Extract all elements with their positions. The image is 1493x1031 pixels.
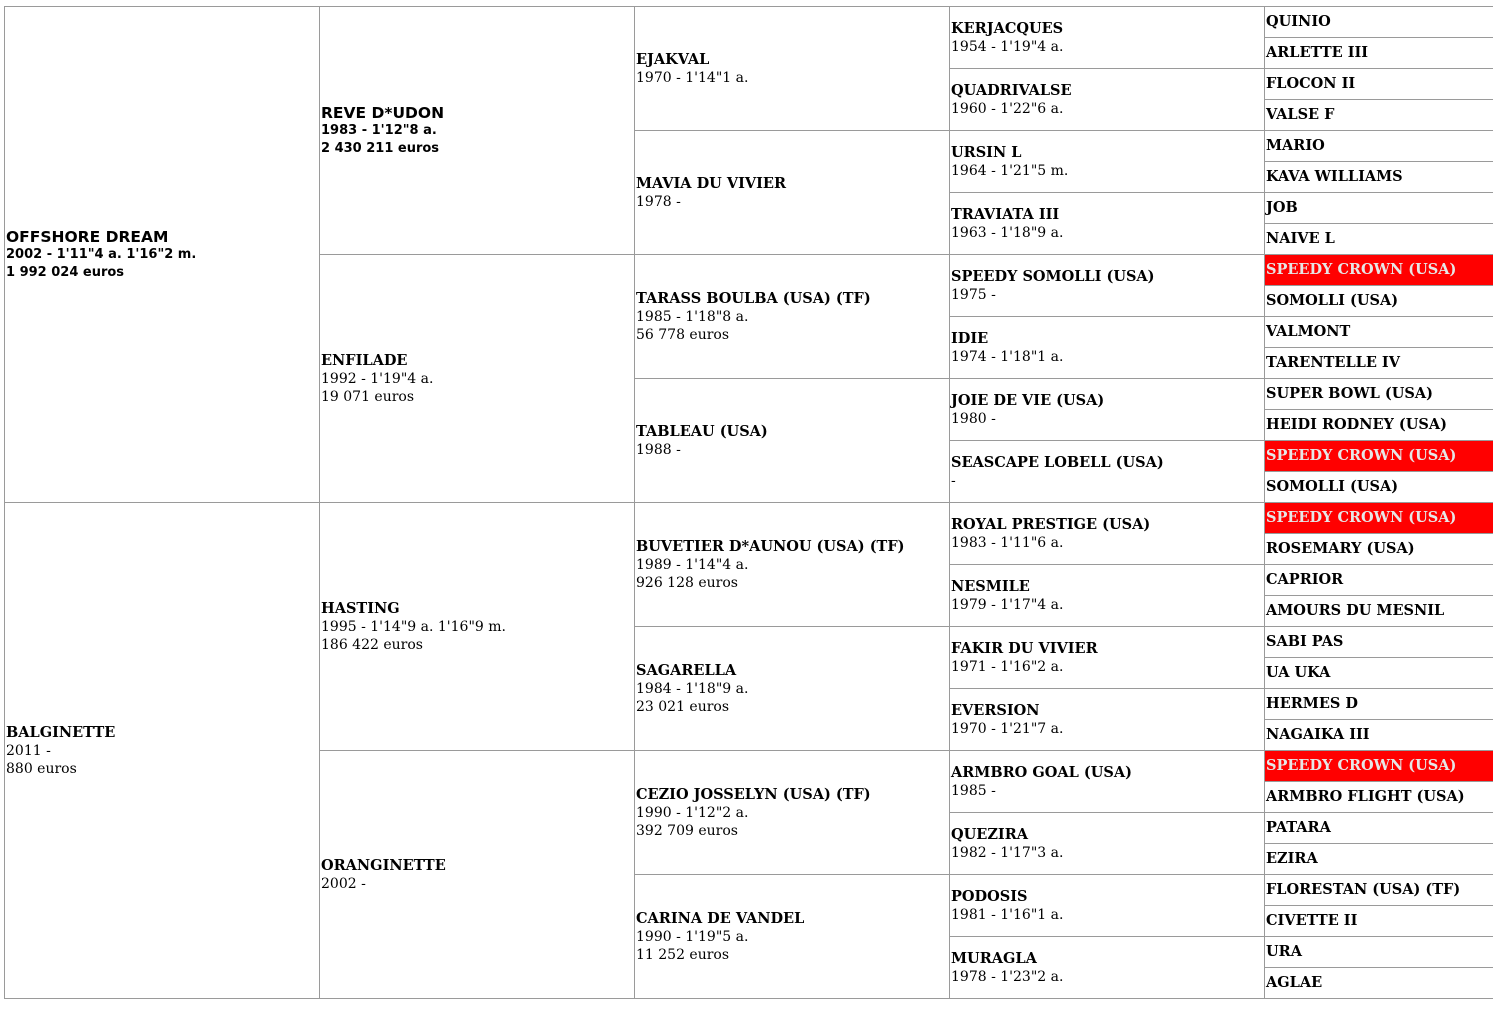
horse-record-text: 1989 - 1'14"4 a. <box>636 556 749 573</box>
pedigree-cell-gen1[interactable] <box>5 7 320 503</box>
horse-record-text: 1988 - <box>636 441 681 458</box>
horse-earnings-text: 2 430 211 euros <box>321 140 440 156</box>
pedigree-cell-gen2[interactable] <box>320 255 635 503</box>
horse-name-link[interactable]: MURAGLA <box>951 949 1037 967</box>
horse-name-link[interactable]: FLOCON II <box>1266 75 1356 92</box>
pedigree-cell-gen3[interactable] <box>635 503 950 627</box>
horse-name-link[interactable]: SEASCAPE LOBELL (USA) <box>951 453 1164 471</box>
pedigree-cell-gen3[interactable] <box>635 751 950 875</box>
pedigree-cell-gen5[interactable] <box>1265 472 1493 503</box>
horse-earnings-text: 19 071 euros <box>321 388 415 405</box>
horse-record-text: 1984 - 1'18"9 a. <box>636 680 749 697</box>
horse-record-text: - <box>951 472 956 489</box>
horse-name-link[interactable]: ARMBRO FLIGHT (USA) <box>1266 788 1465 805</box>
horse-name-link[interactable]: UA UKA <box>1266 664 1331 681</box>
pedigree-cell-gen5[interactable] <box>1265 100 1493 131</box>
horse-name-link[interactable]: TARASS BOULBA (USA) (TF) <box>636 289 871 307</box>
horse-record-text: 2002 - 1'11"4 a. 1'16"2 m. <box>6 246 197 262</box>
pedigree-cell-gen5[interactable] <box>1265 627 1493 658</box>
pedigree-cell-gen5[interactable] <box>1265 937 1493 968</box>
horse-name-link[interactable]: VALMONT <box>1266 323 1351 340</box>
horse-record-text: 1992 - 1'19"4 a. <box>321 370 434 387</box>
pedigree-cell-gen4[interactable] <box>950 565 1265 627</box>
pedigree-cell-gen4[interactable] <box>950 937 1265 999</box>
horse-record-text: 1983 - 1'11"6 a. <box>951 534 1064 551</box>
horse-name-link[interactable]: SABI PAS <box>1266 633 1344 650</box>
horse-name-link[interactable]: PODOSIS <box>951 887 1028 905</box>
pedigree-cell-gen4[interactable] <box>950 627 1265 689</box>
pedigree-cell-gen5[interactable] <box>1265 348 1493 379</box>
pedigree-cell-gen4[interactable] <box>950 255 1265 317</box>
pedigree-cell-gen5[interactable] <box>1265 162 1493 193</box>
horse-name-link[interactable]: ORANGINETTE <box>321 856 446 874</box>
horse-earnings-text: 926 128 euros <box>636 574 738 591</box>
horse-name-link[interactable]: QUADRIVALSE <box>951 81 1072 99</box>
horse-record-text: 1971 - 1'16"2 a. <box>951 658 1064 675</box>
horse-record-text: 1963 - 1'18"9 a. <box>951 224 1064 241</box>
pedigree-cell-gen5[interactable] <box>1265 69 1493 100</box>
horse-record-text: 1990 - 1'12"2 a. <box>636 804 749 821</box>
pedigree-cell-gen5[interactable] <box>1265 596 1493 627</box>
pedigree-row <box>5 503 1493 534</box>
horse-record-text: 1978 - <box>636 193 681 210</box>
horse-earnings-text: 392 709 euros <box>636 822 738 839</box>
pedigree-cell-gen3[interactable] <box>635 255 950 379</box>
horse-record-text: 1960 - 1'22"6 a. <box>951 100 1064 117</box>
horse-record-text: 1981 - 1'16"1 a. <box>951 906 1064 923</box>
horse-name-link[interactable]: VALSE F <box>1266 106 1335 123</box>
pedigree-cell-gen4[interactable] <box>950 503 1265 565</box>
pedigree-cell-gen4[interactable] <box>950 193 1265 255</box>
pedigree-cell-gen3[interactable] <box>635 875 950 999</box>
pedigree-table <box>4 6 1493 999</box>
horse-earnings-text: 11 252 euros <box>636 946 730 963</box>
pedigree-cell-gen5[interactable] <box>1265 906 1493 937</box>
pedigree-cell-gen5[interactable] <box>1265 410 1493 441</box>
pedigree-cell-gen4[interactable] <box>950 751 1265 813</box>
horse-name-link[interactable]: SOMOLLI (USA) <box>1266 478 1399 495</box>
horse-name-link[interactable]: MARIO <box>1266 137 1325 154</box>
horse-record-text: 1970 - 1'14"1 a. <box>636 69 749 86</box>
horse-name-link[interactable]: SOMOLLI (USA) <box>1266 292 1399 309</box>
horse-name-link[interactable]: HASTING <box>321 599 400 617</box>
horse-record-text: 2002 - <box>321 875 366 892</box>
horse-name-link[interactable]: SUPER BOWL (USA) <box>1266 385 1433 402</box>
pedigree-cell-gen4[interactable] <box>950 131 1265 193</box>
horse-name-link[interactable]: NAGAIKA III <box>1266 726 1370 743</box>
horse-name-link[interactable]: SPEEDY CROWN (USA) <box>1266 509 1457 526</box>
pedigree-cell-gen4[interactable] <box>950 875 1265 937</box>
pedigree-cell-gen5[interactable] <box>1265 658 1493 689</box>
horse-name-link[interactable]: BALGINETTE <box>6 723 116 741</box>
horse-name-link[interactable]: ROYAL PRESTIGE (USA) <box>951 515 1151 533</box>
pedigree-cell-gen5[interactable] <box>1265 38 1493 69</box>
pedigree-cell-gen2[interactable] <box>320 751 635 999</box>
horse-record-text: 2011 - <box>6 742 51 759</box>
pedigree-cell-gen5[interactable] <box>1265 968 1493 999</box>
horse-record-text: 1954 - 1'19"4 a. <box>951 38 1064 55</box>
horse-record-text: 1978 - 1'23"2 a. <box>951 968 1064 985</box>
horse-record-text: 1985 - <box>951 782 996 799</box>
pedigree-cell-gen4[interactable] <box>950 813 1265 875</box>
horse-name-link[interactable]: PATARA <box>1266 819 1331 836</box>
horse-name-link[interactable]: SPEEDY SOMOLLI (USA) <box>951 267 1155 285</box>
horse-name-link[interactable]: FLORESTAN (USA) (TF) <box>1266 881 1461 898</box>
horse-name-link[interactable]: ARLETTE III <box>1266 44 1369 61</box>
pedigree-cell-gen4[interactable] <box>950 69 1265 131</box>
horse-name-link[interactable]: KERJACQUES <box>951 19 1064 37</box>
pedigree-cell-gen5[interactable] <box>1265 317 1493 348</box>
horse-name-link[interactable]: SPEEDY CROWN (USA) <box>1266 757 1457 774</box>
horse-name-link[interactable]: EZIRA <box>1266 850 1318 867</box>
horse-earnings-text: 880 euros <box>6 760 77 777</box>
horse-record-text: 1982 - 1'17"3 a. <box>951 844 1064 861</box>
pedigree-cell-gen5[interactable] <box>1265 131 1493 162</box>
horse-name-link[interactable]: ARMBRO GOAL (USA) <box>951 763 1132 781</box>
horse-name-link[interactable]: QUINIO <box>1266 13 1331 30</box>
horse-record-text: 1975 - <box>951 286 996 303</box>
horse-name-link[interactable]: ROSEMARY (USA) <box>1266 540 1415 557</box>
horse-record-text: 1970 - 1'21"7 a. <box>951 720 1064 737</box>
pedigree-cell-gen5[interactable] <box>1265 503 1493 534</box>
horse-name-link[interactable]: TABLEAU (USA) <box>636 422 768 440</box>
horse-name-link[interactable]: AMOURS DU MESNIL <box>1266 602 1445 619</box>
horse-record-text: 1974 - 1'18"1 a. <box>951 348 1064 365</box>
horse-name-link[interactable]: CIVETTE II <box>1266 912 1358 929</box>
horse-name-link[interactable]: NAIVE L <box>1266 230 1335 247</box>
horse-name-link[interactable]: SPEEDY CROWN (USA) <box>1266 261 1457 278</box>
horse-earnings-text: 186 422 euros <box>321 636 423 653</box>
horse-name-link[interactable]: TRAVIATA III <box>951 205 1060 223</box>
horse-record-text: 1979 - 1'17"4 a. <box>951 596 1064 613</box>
pedigree-cell-gen5[interactable] <box>1265 286 1493 317</box>
pedigree-cell-gen1[interactable] <box>5 503 320 999</box>
horse-name-link[interactable]: CARINA DE VANDEL <box>636 909 805 927</box>
horse-name-link[interactable]: EJAKVAL <box>636 50 710 68</box>
pedigree-cell-gen5[interactable] <box>1265 751 1493 782</box>
horse-name-link[interactable]: NESMILE <box>951 577 1030 595</box>
pedigree-cell-gen3[interactable] <box>635 7 950 131</box>
pedigree-cell-gen2[interactable] <box>320 503 635 751</box>
horse-record-text: 1964 - 1'21"5 m. <box>951 162 1069 179</box>
pedigree-cell-gen5[interactable] <box>1265 689 1493 720</box>
pedigree-cell-gen5[interactable] <box>1265 813 1493 844</box>
horse-record-text: 1980 - <box>951 410 996 427</box>
pedigree-cell-gen5[interactable] <box>1265 379 1493 410</box>
horse-name-link[interactable]: OFFSHORE DREAM <box>6 227 169 246</box>
horse-earnings-text: 56 778 euros <box>636 326 730 343</box>
horse-name-link[interactable]: URA <box>1266 943 1302 960</box>
pedigree-cell-gen3[interactable] <box>635 379 950 503</box>
pedigree-cell-gen5[interactable] <box>1265 782 1493 813</box>
pedigree-cell-gen5[interactable] <box>1265 534 1493 565</box>
horse-record-text: 1990 - 1'19"5 a. <box>636 928 749 945</box>
horse-name-link[interactable]: BUVETIER D*AUNOU (USA) (TF) <box>636 537 905 555</box>
pedigree-cell-gen5[interactable] <box>1265 7 1493 38</box>
pedigree-cell-gen5[interactable] <box>1265 720 1493 751</box>
horse-name-link[interactable]: CEZIO JOSSELYN (USA) (TF) <box>636 785 871 803</box>
pedigree-cell-gen4[interactable] <box>950 441 1265 503</box>
horse-earnings-text: 23 021 euros <box>636 698 730 715</box>
pedigree-cell-gen5[interactable] <box>1265 224 1493 255</box>
horse-name-link[interactable]: SPEEDY CROWN (USA) <box>1266 447 1457 464</box>
horse-name-link[interactable]: HERMES D <box>1266 695 1358 712</box>
pedigree-cell-gen5[interactable] <box>1265 565 1493 596</box>
horse-earnings-text: 1 992 024 euros <box>6 264 125 280</box>
horse-name-link[interactable]: REVE D*UDON <box>321 103 445 122</box>
horse-name-link[interactable]: AGLAE <box>1266 974 1323 991</box>
horse-record-text: 1995 - 1'14"9 a. 1'16"9 m. <box>321 618 506 635</box>
horse-name-link[interactable]: CAPRIOR <box>1266 571 1344 588</box>
pedigree-cell-gen5[interactable] <box>1265 255 1493 286</box>
horse-name-link[interactable]: MAVIA DU VIVIER <box>636 174 787 192</box>
pedigree-cell-gen5[interactable] <box>1265 875 1493 906</box>
horse-name-link[interactable]: SAGARELLA <box>636 661 737 679</box>
pedigree-cell-gen2[interactable] <box>320 7 635 255</box>
pedigree-cell-gen4[interactable] <box>950 689 1265 751</box>
horse-name-link[interactable]: ENFILADE <box>321 351 408 369</box>
horse-name-link[interactable]: HEIDI RODNEY (USA) <box>1266 416 1447 433</box>
pedigree-cell-gen4[interactable] <box>950 379 1265 441</box>
horse-name-link[interactable]: KAVA WILLIAMS <box>1266 168 1403 185</box>
pedigree-cell-gen5[interactable] <box>1265 844 1493 875</box>
horse-record-text: 1985 - 1'18"8 a. <box>636 308 749 325</box>
horse-name-link[interactable]: FAKIR DU VIVIER <box>951 639 1098 657</box>
horse-name-link[interactable]: TARENTELLE IV <box>1266 354 1400 371</box>
horse-name-link[interactable]: JOB <box>1266 199 1298 216</box>
pedigree-cell-gen3[interactable] <box>635 627 950 751</box>
horse-name-link[interactable]: JOIE DE VIE (USA) <box>951 391 1105 409</box>
horse-name-link[interactable]: QUEZIRA <box>951 825 1028 843</box>
pedigree-cell-gen3[interactable] <box>635 131 950 255</box>
horse-name-link[interactable]: EVERSION <box>951 701 1040 719</box>
pedigree-cell-gen4[interactable] <box>950 7 1265 69</box>
horse-name-link[interactable]: IDIE <box>951 329 989 347</box>
pedigree-cell-gen4[interactable] <box>950 317 1265 379</box>
pedigree-cell-gen5[interactable] <box>1265 441 1493 472</box>
horse-name-link[interactable]: URSIN L <box>951 143 1022 161</box>
horse-record-text: 1983 - 1'12"8 a. <box>321 122 437 138</box>
pedigree-row <box>5 7 1493 38</box>
pedigree-cell-gen5[interactable] <box>1265 193 1493 224</box>
